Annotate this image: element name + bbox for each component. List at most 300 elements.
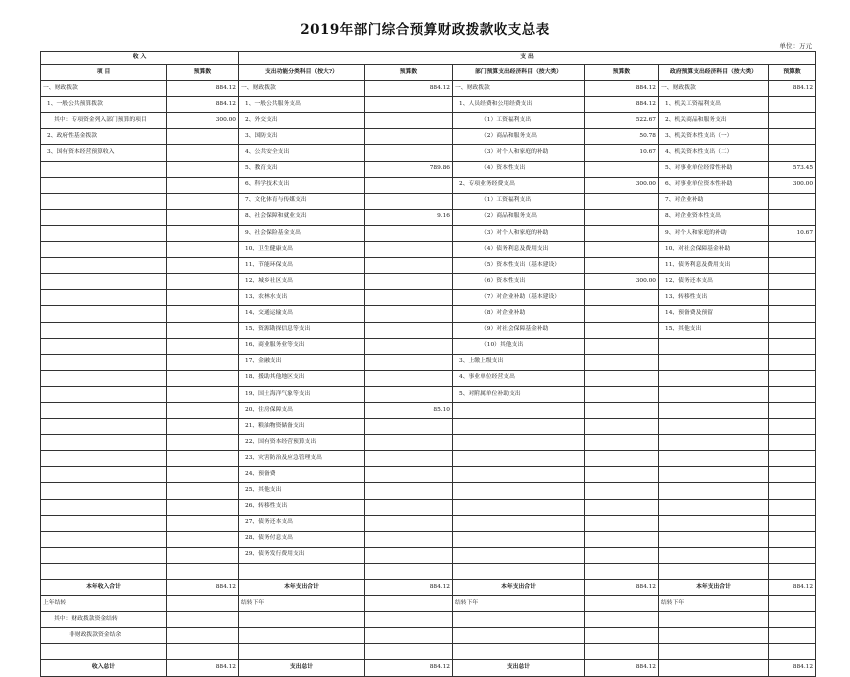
budget-cell [167, 435, 239, 451]
gov-total-label: 本年支出合计 [659, 580, 769, 596]
item-cell [453, 531, 585, 547]
budget-cell [365, 628, 453, 644]
item-cell [659, 402, 769, 418]
budget-cell [769, 644, 816, 660]
item-cell: （8）对企业补助 [453, 306, 585, 322]
budget-cell [769, 242, 816, 258]
item-cell: 19、国土海洋气象等支出 [239, 386, 365, 402]
table-row [41, 402, 816, 418]
item-cell [41, 563, 167, 579]
table-row [41, 258, 816, 274]
carry-row [41, 644, 816, 660]
budget-cell [585, 499, 659, 515]
item-cell [453, 483, 585, 499]
col-header-gov-econ: 政府预算支出经济科目（按大类） [659, 65, 769, 81]
item-cell: 15、资源勘探信息等支出 [239, 322, 365, 338]
item-cell: 5、对附属单位补助支出 [453, 386, 585, 402]
budget-cell [585, 386, 659, 402]
table-row [41, 547, 816, 563]
page-title: 2019年部门综合预算财政拨款收支总表 [300, 22, 550, 38]
budget-cell [585, 193, 659, 209]
budget-cell [167, 193, 239, 209]
budget-cell [167, 515, 239, 531]
item-cell [41, 338, 167, 354]
budget-cell [167, 419, 239, 435]
item-cell: 3、上缴上级支出 [453, 354, 585, 370]
budget-cell [167, 467, 239, 483]
income-total-value: 884.12 [167, 660, 239, 676]
dept-total-value: 884.12 [585, 580, 659, 596]
budget-cell [167, 499, 239, 515]
budget-cell: 884.12 [365, 81, 453, 97]
budget-cell [365, 563, 453, 579]
item-cell [239, 563, 365, 579]
item-cell [41, 402, 167, 418]
budget-cell [585, 547, 659, 563]
item-cell [41, 354, 167, 370]
item-cell [453, 499, 585, 515]
budget-cell: 300.00 [167, 113, 239, 129]
item-cell [659, 628, 769, 644]
table-row [41, 177, 816, 193]
item-cell: 22、国有资本经营预算支出 [239, 435, 365, 451]
item-cell: 一、财政拨款 [41, 81, 167, 97]
table-row [41, 161, 816, 177]
item-cell: 上年结转 [41, 596, 167, 612]
col-header-dept-econ: 部门预算支出经济科目（按大类） [453, 65, 585, 81]
item-cell: 14、预备费及预留 [659, 306, 769, 322]
budget-cell [769, 386, 816, 402]
item-cell [41, 322, 167, 338]
item-cell: 1、一般公共服务支出 [239, 97, 365, 113]
budget-cell [365, 483, 453, 499]
item-cell [41, 467, 167, 483]
budget-cell: 884.12 [585, 97, 659, 113]
table-row [41, 563, 816, 579]
col-header-budget: 预算数 [769, 65, 816, 81]
item-cell: 4、机关资本性支出（二） [659, 145, 769, 161]
table-row [41, 499, 816, 515]
item-cell: 21、粮油物资储备支出 [239, 419, 365, 435]
item-cell: （7）对企业补助（基本建设） [453, 290, 585, 306]
budget-cell [769, 547, 816, 563]
item-cell [453, 435, 585, 451]
budget-cell [769, 322, 816, 338]
budget-cell [365, 145, 453, 161]
budget-cell [365, 531, 453, 547]
carry-row [41, 596, 816, 612]
budget-cell [365, 419, 453, 435]
income-group-header: 收 入 [41, 52, 239, 65]
budget-cell [365, 274, 453, 290]
col-header-func: 支出功能分类科目（按大?） [239, 65, 365, 81]
budget-cell [365, 515, 453, 531]
budget-cell [585, 338, 659, 354]
budget-cell [769, 451, 816, 467]
budget-cell: 300.00 [585, 177, 659, 193]
budget-cell [585, 563, 659, 579]
item-cell [453, 547, 585, 563]
table-row [41, 242, 816, 258]
table-row [41, 145, 816, 161]
budget-cell: 522.67 [585, 113, 659, 129]
budget-cell [585, 451, 659, 467]
item-cell [453, 612, 585, 628]
budget-cell [365, 338, 453, 354]
budget-cell [585, 322, 659, 338]
item-cell: 23、灾害防治及应急管理支出 [239, 451, 365, 467]
budget-cell [585, 370, 659, 386]
item-cell: 13、转移性支出 [659, 290, 769, 306]
budget-cell [167, 306, 239, 322]
budget-cell [585, 242, 659, 258]
budget-cell [167, 483, 239, 499]
item-cell [41, 209, 167, 225]
budget-cell [365, 547, 453, 563]
budget-cell [585, 467, 659, 483]
item-cell [41, 386, 167, 402]
item-cell: 14、交通运输支出 [239, 306, 365, 322]
table-row [41, 467, 816, 483]
table-row [41, 354, 816, 370]
budget-cell [585, 209, 659, 225]
budget-cell: 789.86 [365, 161, 453, 177]
item-cell [659, 515, 769, 531]
budget-cell [167, 612, 239, 628]
budget-cell [167, 129, 239, 145]
item-cell: 26、转移性支出 [239, 499, 365, 515]
budget-cell [585, 306, 659, 322]
group-header-row [41, 52, 816, 65]
budget-cell [167, 628, 239, 644]
item-cell: 28、债务付息支出 [239, 531, 365, 547]
budget-cell [769, 145, 816, 161]
dept-total-value: 884.12 [585, 660, 659, 676]
item-cell: 一、财政拨款 [659, 81, 769, 97]
item-cell [453, 402, 585, 418]
item-cell [659, 451, 769, 467]
budget-cell [167, 354, 239, 370]
budget-cell: 300.00 [769, 177, 816, 193]
budget-cell: 10.67 [585, 145, 659, 161]
budget-cell [769, 612, 816, 628]
budget-cell [365, 225, 453, 241]
item-cell: 非财政拨款资金结余 [41, 628, 167, 644]
budget-cell: 50.78 [585, 129, 659, 145]
budget-cell [585, 435, 659, 451]
budget-cell [365, 435, 453, 451]
budget-cell [365, 386, 453, 402]
item-cell: 结转下年 [239, 596, 365, 612]
item-cell [41, 435, 167, 451]
item-cell [659, 483, 769, 499]
table-row [41, 209, 816, 225]
item-cell [453, 467, 585, 483]
item-cell: （2）商品和服务支出 [453, 209, 585, 225]
item-cell: 12、城乡社区支出 [239, 274, 365, 290]
budget-cell [365, 596, 453, 612]
item-cell: 3、国防支出 [239, 129, 365, 145]
table-row [41, 483, 816, 499]
budget-cell [167, 402, 239, 418]
budget-cell [365, 306, 453, 322]
item-cell [41, 531, 167, 547]
item-cell [239, 612, 365, 628]
budget-cell: 10.67 [769, 225, 816, 241]
item-cell: 结转下年 [453, 596, 585, 612]
table-row [41, 419, 816, 435]
budget-cell [585, 644, 659, 660]
item-cell [453, 644, 585, 660]
budget-cell [365, 370, 453, 386]
item-cell: （5）资本性支出（基本建设） [453, 258, 585, 274]
budget-cell: 884.12 [167, 81, 239, 97]
item-cell: 2、政府性基金拨款 [41, 129, 167, 145]
item-cell [659, 435, 769, 451]
budget-cell [769, 258, 816, 274]
budget-cell [365, 644, 453, 660]
budget-cell [167, 209, 239, 225]
budget-cell [585, 596, 659, 612]
item-cell [41, 290, 167, 306]
budget-cell: 573.45 [769, 161, 816, 177]
budget-cell [167, 290, 239, 306]
item-cell: 18、援助其他地区支出 [239, 370, 365, 386]
budget-cell [167, 322, 239, 338]
item-cell: （2）商品和服务支出 [453, 129, 585, 145]
item-cell: 2、外交支出 [239, 113, 365, 129]
dept-total-label: 支出总计 [453, 660, 585, 676]
item-cell [659, 612, 769, 628]
budget-cell [365, 193, 453, 209]
item-cell: 29、债务发行费用支出 [239, 547, 365, 563]
budget-cell [365, 499, 453, 515]
item-cell: 5、教育支出 [239, 161, 365, 177]
item-cell [659, 338, 769, 354]
item-cell [41, 274, 167, 290]
item-cell [41, 515, 167, 531]
item-cell: 3、机关资本性支出（一） [659, 129, 769, 145]
item-cell: 其中：财政拨款资金结转 [41, 612, 167, 628]
budget-cell [585, 515, 659, 531]
table-row [41, 531, 816, 547]
budget-cell [769, 306, 816, 322]
budget-cell [167, 451, 239, 467]
item-cell: （9）对社会保障基金补助 [453, 322, 585, 338]
unit-label: 单位：万元 [779, 42, 812, 50]
income-total-label: 收入总计 [41, 660, 167, 676]
table-row [41, 515, 816, 531]
budget-cell: 884.12 [167, 97, 239, 113]
budget-cell [769, 499, 816, 515]
budget-cell: 300.00 [585, 274, 659, 290]
budget-cell [167, 258, 239, 274]
budget-cell [365, 129, 453, 145]
item-cell: 9、对个人和家庭的补助 [659, 225, 769, 241]
budget-cell [365, 322, 453, 338]
item-cell: 一、财政拨款 [239, 81, 365, 97]
item-cell: 25、其他支出 [239, 483, 365, 499]
col-header-budget: 预算数 [585, 65, 659, 81]
column-header-row [41, 65, 816, 81]
budget-cell [365, 258, 453, 274]
item-cell [41, 161, 167, 177]
item-cell: （10）其他支出 [453, 338, 585, 354]
budget-cell [167, 547, 239, 563]
budget-cell [769, 97, 816, 113]
expense-total-label: 支出总计 [239, 660, 365, 676]
gov-total-value: 884.12 [769, 660, 816, 676]
table-row [41, 290, 816, 306]
item-cell [659, 531, 769, 547]
budget-cell [769, 209, 816, 225]
item-cell: 8、对企业资本性支出 [659, 209, 769, 225]
item-cell [453, 563, 585, 579]
budget-cell [769, 435, 816, 451]
item-cell [41, 258, 167, 274]
item-cell [659, 547, 769, 563]
budget-cell [769, 628, 816, 644]
gov-total-label [659, 660, 769, 676]
item-cell [41, 451, 167, 467]
item-cell: 10、对社会保障基金补助 [659, 242, 769, 258]
item-cell: 2、机关商品和服务支出 [659, 113, 769, 129]
item-cell [659, 370, 769, 386]
budget-cell [365, 290, 453, 306]
budget-cell [365, 451, 453, 467]
item-cell: 11、债务利息及费用支出 [659, 258, 769, 274]
item-cell: 20、住房保障支出 [239, 402, 365, 418]
budget-cell [167, 242, 239, 258]
item-cell [41, 193, 167, 209]
budget-cell [365, 113, 453, 129]
item-cell: 4、公共安全支出 [239, 145, 365, 161]
expense-total-label: 本年支出合计 [239, 580, 365, 596]
item-cell: 15、其他支出 [659, 322, 769, 338]
budget-cell [769, 274, 816, 290]
item-cell [41, 547, 167, 563]
item-cell: 一、财政拨款 [453, 81, 585, 97]
budget-cell [365, 97, 453, 113]
item-cell: 7、对企业补助 [659, 193, 769, 209]
item-cell [453, 628, 585, 644]
budget-cell [585, 612, 659, 628]
item-cell: 其中：专项资金列入部门预算的项目 [41, 113, 167, 129]
item-cell: 7、文化体育与传媒支出 [239, 193, 365, 209]
budget-cell [167, 225, 239, 241]
budget-cell [365, 354, 453, 370]
budget-cell [769, 129, 816, 145]
item-cell: 16、商业服务业等支出 [239, 338, 365, 354]
item-cell [41, 225, 167, 241]
item-cell: 1、机关工资福利支出 [659, 97, 769, 113]
item-cell: （6）资本性支出 [453, 274, 585, 290]
budget-cell: 884.12 [585, 81, 659, 97]
budget-cell [167, 338, 239, 354]
budget-cell [365, 467, 453, 483]
item-cell [659, 467, 769, 483]
col-header-item: 项 目 [41, 65, 167, 81]
item-cell [453, 451, 585, 467]
budget-cell [167, 370, 239, 386]
item-cell [41, 499, 167, 515]
item-cell: 10、卫生健康支出 [239, 242, 365, 258]
table-row [41, 338, 816, 354]
item-cell: 结转下年 [659, 596, 769, 612]
item-cell [453, 419, 585, 435]
budget-cell [167, 177, 239, 193]
item-cell [659, 386, 769, 402]
item-cell [239, 644, 365, 660]
item-cell: 13、农林水支出 [239, 290, 365, 306]
item-cell: 6、对事业单位资本性补助 [659, 177, 769, 193]
item-cell: 9、社会保险基金支出 [239, 225, 365, 241]
budget-cell [585, 628, 659, 644]
item-cell: 4、事业单位经营支出 [453, 370, 585, 386]
table-row [41, 451, 816, 467]
budget-cell [167, 145, 239, 161]
item-cell: 1、一般公共预算拨款 [41, 97, 167, 113]
budget-cell [769, 596, 816, 612]
budget-cell [769, 402, 816, 418]
budget-cell [585, 290, 659, 306]
budget-cell [769, 515, 816, 531]
item-cell [41, 306, 167, 322]
expense-group-header: 支 出 [239, 52, 816, 65]
budget-cell [167, 563, 239, 579]
col-header-budget: 预算数 [365, 65, 453, 81]
budget-cell [769, 113, 816, 129]
budget-cell: 85.10 [365, 402, 453, 418]
item-cell [41, 644, 167, 660]
table-row [41, 435, 816, 451]
item-cell: 17、金融支出 [239, 354, 365, 370]
item-cell: （4）债务利息及费用支出 [453, 242, 585, 258]
budget-cell [585, 419, 659, 435]
budget-cell [769, 338, 816, 354]
budget-cell [167, 386, 239, 402]
budget-cell [585, 354, 659, 370]
item-cell: （4）资本性支出 [453, 161, 585, 177]
year-total-row [41, 580, 816, 596]
item-cell: 24、预备费 [239, 467, 365, 483]
expense-total-value: 884.12 [365, 660, 453, 676]
budget-cell [167, 161, 239, 177]
budget-cell [365, 242, 453, 258]
item-cell: （1）工资福利支出 [453, 193, 585, 209]
item-cell: （3）对个人和家庭的补助 [453, 145, 585, 161]
table-row [41, 113, 816, 129]
budget-cell [167, 596, 239, 612]
item-cell [659, 354, 769, 370]
item-cell [453, 515, 585, 531]
item-cell: （3）对个人和家庭的补助 [453, 225, 585, 241]
budget-cell [585, 483, 659, 499]
gov-total-value: 884.12 [769, 580, 816, 596]
budget-cell [769, 467, 816, 483]
budget-cell [769, 193, 816, 209]
budget-cell [769, 563, 816, 579]
budget-cell [769, 354, 816, 370]
item-cell: 5、对事业单位经常性补助 [659, 161, 769, 177]
budget-cell [585, 161, 659, 177]
expense-total-value: 884.12 [365, 580, 453, 596]
col-header-budget: 预算数 [167, 65, 239, 81]
item-cell: 6、科学技术支出 [239, 177, 365, 193]
item-cell: 2、专项业务经费支出 [453, 177, 585, 193]
table-row [41, 193, 816, 209]
item-cell [239, 628, 365, 644]
